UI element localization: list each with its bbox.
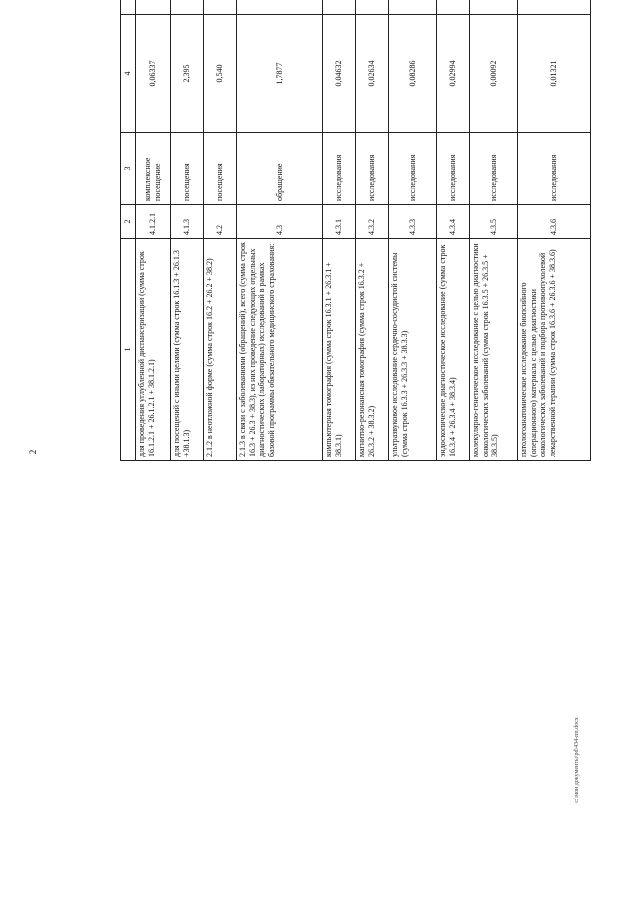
row-code: 4.1.3 — [171, 205, 204, 239]
page-number: 2 — [28, 449, 38, 455]
table-row — [136, 0, 171, 461]
row-value-5 — [136, 0, 171, 15]
row-name: 2.1.2 в неотложной форме (сумма строк 16.2 + 26.2 + 38.2) — [204, 239, 237, 461]
row-value-5 — [437, 0, 470, 15]
row-value-5 — [204, 0, 237, 15]
row-value-4: 0,01321 — [518, 15, 591, 133]
row-value-4: 0,00092 — [470, 15, 518, 133]
row-value-5 — [237, 0, 323, 15]
row-code: 4.2 — [204, 205, 237, 239]
header-cell: 1 — [121, 239, 136, 461]
table-row — [171, 0, 204, 461]
row-unit: исследования — [518, 133, 591, 205]
row-name: магнитно-резонансная томография (сумма строк 16.3.2 + 26.3.2 + 38.3.2) — [356, 239, 389, 461]
row-code: 4.3.4 — [437, 205, 470, 239]
row-code: 4.3.3 — [389, 205, 437, 239]
row-name: 2.1.3 в связи с заболеваниями (обращений), всего (сумма строк 16.3 + 26.3 + 38.3), из них проведение следующих отдельных диагностических (лабораторных) исследований в рамках базовой программы обязательного медицинского страхования: — [237, 239, 323, 461]
table-row — [470, 0, 518, 461]
row-value-5 — [356, 0, 389, 15]
row-value-4: 0,04632 — [323, 15, 356, 133]
row-unit: комплексное посещение — [136, 133, 171, 205]
table-row — [437, 0, 470, 461]
row-code: 4.1.2.1 — [136, 205, 171, 239]
table-row — [323, 0, 356, 461]
row-value-5 — [470, 0, 518, 15]
row-unit: посещения — [171, 133, 204, 205]
row-unit: посещения — [204, 133, 237, 205]
row-value-5 — [323, 0, 356, 15]
row-code: 4.3.2 — [356, 205, 389, 239]
row-value-5 — [518, 0, 591, 15]
row-code: 4.3 — [237, 205, 323, 239]
row-code: 4.3.6 — [518, 205, 591, 239]
row-value-4: 0,02994 — [437, 15, 470, 133]
table-row — [204, 0, 237, 461]
row-name: молекулярно-генетическое исследование с целью диагностики онкологических заболеваний (сумма строк 16.3.5 + 26.3.5 + 38.3.5) — [470, 239, 518, 461]
footer-file-path: c:\мои документы\pd\434-пп.docx — [574, 717, 580, 803]
row-unit: исследования — [323, 133, 356, 205]
row-value-5 — [389, 0, 437, 15]
table-row — [518, 0, 591, 461]
header-cell: 4 — [121, 15, 136, 133]
table-container — [120, 0, 559, 461]
table-header-row — [121, 0, 136, 461]
row-name: эндоскопическое диагностическое исследование (сумма строк 16.3.4 + 26.3.4 + 38.3.4) — [437, 239, 470, 461]
row-code: 4.3.1 — [323, 205, 356, 239]
header-cell: 2 — [121, 205, 136, 239]
tariff-table — [120, 0, 591, 461]
row-unit: обращение — [237, 133, 323, 205]
table-row — [389, 0, 437, 461]
row-unit: исследования — [437, 133, 470, 205]
row-value-5 — [171, 0, 204, 15]
row-name: патологоанатомическое исследование биопсийного (операционного) материала с целью диагностики онкологических заболеваний и подбора противоопухолевой лекарственной терапии (сумма строк 16.3.6 + 26.3.6 + 38.3.6) — [518, 239, 591, 461]
row-value-4: 0,02634 — [356, 15, 389, 133]
row-value-4: 0,540 — [204, 15, 237, 133]
header-cell: 3 — [121, 133, 136, 205]
row-value-4: 1,7877 — [237, 15, 323, 133]
header-cell — [121, 0, 136, 15]
row-value-4: 0,06337 — [136, 15, 171, 133]
row-unit: исследования — [389, 133, 437, 205]
row-value-4: 0,08286 — [389, 15, 437, 133]
row-unit: исследования — [470, 133, 518, 205]
table-row — [237, 0, 323, 461]
row-code: 4.3.5 — [470, 205, 518, 239]
row-name: компьютерная томография (сумма строк 16.3.1 + 26.3.1 + 38.3.1) — [323, 239, 356, 461]
row-name: ультразвуковое исследование сердечно-сосудистой системы (сумма строк 16.3.3 + 26.3.3 + 38.3.3) — [389, 239, 437, 461]
table-row — [356, 0, 389, 461]
row-value-4: 2,395 — [171, 15, 204, 133]
row-unit: исследования — [356, 133, 389, 205]
row-name: для проведения углубленной диспансеризации (сумма строк 16.1.2.1 + 26.1.2.1 + 38.1.2.1) — [136, 239, 171, 461]
rotated-table-area — [120, 25, 559, 884]
row-name: для посещений с иными целями (сумма строк 16.1.3 + 26.1.3 +38.1.3) — [171, 239, 204, 461]
